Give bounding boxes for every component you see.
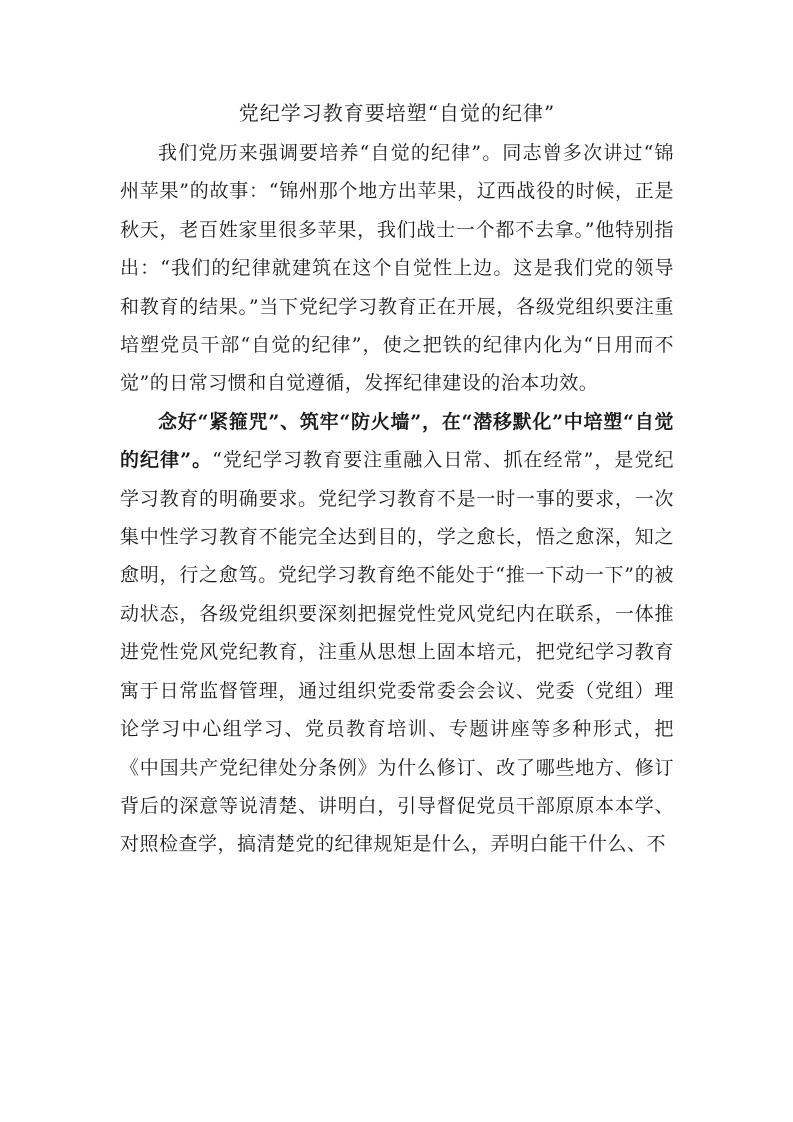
paragraph-section-one-lead: 念好“紧箍咒”、筑牢“防火墙”，在“潜移默化”中培塑“自觉的纪律”。 <box>120 410 674 472</box>
document-page <box>120 94 674 864</box>
paragraph-section-one <box>120 403 674 864</box>
paragraph-section-one-text: “党纪学习教育要注重融入日常、抓在经常”，是党纪学习教育的明确要求。党纪学习教育不是一时一事的要求，一次集中性学习教育不能完全达到目的，学之愈长，悟之愈深，知之愈明，行之愈笃。党纪学习教育绝不能处于“推一下动一下”的被动状态，各级党组织要深刻把握党性党风党纪内在联系，一体推进党性党风党纪教育，注重从思想上固本培元，把党纪学习教育寓于日常监督管理，通过组织党委常委会会议、党委（党组）理论学习中心组学习、党员教育培训、专题讲座等多种形式，把《中国共产党纪律处分条例》为什么修订、改了哪些地方、修订背后的深意等说清楚、讲明白，引导督促党员干部原原本本学、对照检查学，搞清楚党的纪律规矩是什么，弄明白能干什么、不 <box>120 449 674 856</box>
document-title: 党纪学习教育要培塑“自觉的纪律” <box>238 101 556 125</box>
paragraph-intro-text: 我们党历来强调要培养“自觉的纪律”。同志曾多次讲过“锦州苹果”的故事：“锦州那个地方出苹果，辽西战役的时候，正是秋天，老百姓家里很多苹果，我们战士一个都不去拿。”他特别指出：“我们的纪律就建筑在这个自觉性上边。这是我们党的领导和教育的结果。”当下党纪学习教育正在开展，各级党组织要注重培塑党员干部“自觉的纪律”，使之把铁的纪律内化为“日用而不觉”的日常习惯和自觉遵循，发挥纪律建设的治本功效。 <box>120 142 674 395</box>
paragraph-intro <box>120 134 674 403</box>
